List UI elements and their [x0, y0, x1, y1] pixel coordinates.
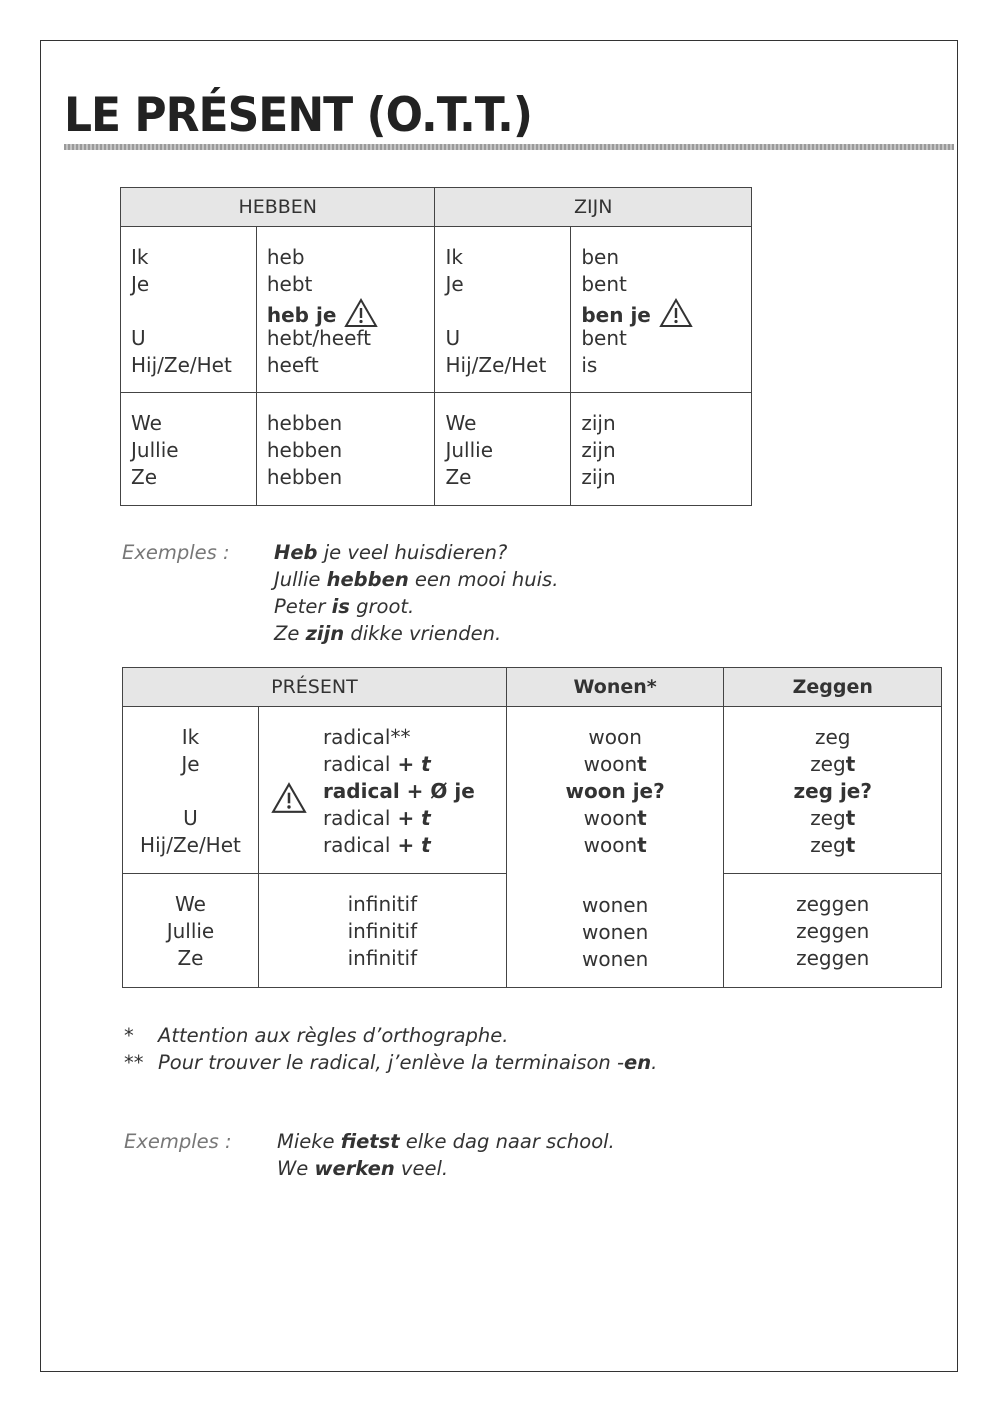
verb-form: zijn — [581, 438, 616, 462]
zijn-plural-pronouns — [435, 393, 570, 499]
verb-form-inverted: heb je — [267, 298, 425, 325]
hebben-plural-pronouns — [121, 393, 256, 499]
example-sentence: We werken veel. — [277, 1157, 449, 1180]
example-sentence: Peter is groot. — [274, 595, 415, 618]
verb-form-inverted: ben je — [581, 298, 741, 325]
pronoun: Hij/Ze/Het — [140, 833, 241, 857]
pronoun: We — [445, 411, 477, 435]
pronoun — [445, 298, 560, 325]
footnote: ** Pour trouver le radical, j’enlève la terminaison -en. — [124, 1051, 658, 1074]
verb-form: hebben — [266, 465, 343, 489]
hebben-zijn-table — [120, 187, 752, 506]
example-sentence: Mieke fietst elke dag naar school. — [277, 1130, 615, 1153]
verb-form: zijn — [581, 465, 616, 489]
pronoun: Ze — [177, 946, 204, 970]
pronoun: Jullie — [166, 919, 215, 943]
zeggen-form: zeggen — [796, 946, 870, 970]
wonen-form: woont — [583, 833, 647, 857]
verb-form: hebben — [266, 411, 343, 435]
wonen-form: wonen — [582, 893, 649, 917]
pronoun: Je — [131, 272, 150, 296]
verb-form: hebben — [266, 438, 343, 462]
pronoun: Je — [181, 752, 200, 776]
zijn-singular-pronouns — [435, 227, 570, 387]
verb-form: hebt — [266, 272, 313, 296]
hebben-singular-pronouns — [121, 227, 256, 387]
footnote: * Attention aux règles d’orthographe. — [124, 1024, 509, 1047]
examples-label: Exemples : — [124, 1130, 232, 1153]
zeggen-plural-forms — [724, 874, 941, 980]
title-underline — [64, 144, 954, 150]
hebben-plural-forms — [257, 393, 435, 499]
zeggen-form: zegt — [810, 833, 856, 857]
zeggen-form: zeg — [814, 725, 851, 749]
rule-singular — [259, 707, 506, 867]
header-present: PRÉSENT — [123, 668, 507, 707]
wonen-form: woont — [583, 806, 647, 830]
example-sentence: Heb je veel huisdieren? — [274, 541, 508, 564]
rule-line: infinitif — [347, 919, 418, 943]
zijn-plural-forms — [571, 393, 751, 499]
header-zeggen: Zeggen — [724, 668, 942, 707]
zeggen-form-inverted: zeg je? — [793, 779, 872, 803]
pronoun: Jullie — [131, 438, 179, 462]
zeggen-form: zeggen — [796, 919, 870, 943]
wonen-form: wonen — [582, 947, 649, 971]
verb-form: zijn — [581, 411, 616, 435]
verb-form: heeft — [266, 353, 319, 377]
zeggen-form: zegt — [810, 806, 856, 830]
pronoun: We — [175, 892, 206, 916]
verb-form: bent — [581, 326, 627, 350]
hebben-singular-forms — [257, 227, 435, 387]
pronoun: Hij/Ze/Het — [445, 353, 547, 377]
pronoun: We — [131, 411, 162, 435]
pronoun: Ze — [131, 465, 158, 489]
verb-form: ben — [581, 245, 620, 269]
rule-line: infinitif — [347, 892, 418, 916]
pronoun: U — [445, 326, 461, 350]
wonen-forms — [507, 707, 724, 981]
page-title: LE PRÉSENT (O.T.T.) — [64, 88, 532, 144]
pronoun: Hij/Ze/Het — [131, 353, 232, 377]
warning-icon — [271, 782, 307, 821]
rule-line: radical + t — [322, 752, 431, 776]
rule-line: radical + t — [322, 833, 431, 857]
rule-line: infinitif — [347, 946, 418, 970]
verb-form: hebt/heeft — [266, 326, 371, 350]
verb-form: bent — [581, 272, 627, 296]
verb-form: heb — [266, 245, 305, 269]
rule-line: radical + t — [322, 806, 431, 830]
present-plural-pronouns — [123, 874, 258, 980]
pronoun: U — [131, 326, 146, 350]
header-wonen: Wonen* — [506, 668, 724, 707]
rule-line: radical** — [322, 725, 411, 749]
zeggen-form: zeggen — [796, 892, 870, 916]
example-sentence: Ze zijn dikke vrienden. — [274, 622, 502, 645]
wonen-form: woon — [588, 725, 642, 749]
examples-list — [274, 539, 558, 647]
rule-plural — [259, 874, 506, 980]
pronoun: Ze — [445, 465, 472, 489]
pronoun: Ik — [131, 245, 149, 269]
present-singular-pronouns — [123, 707, 258, 867]
pronoun: U — [183, 806, 198, 830]
pronoun — [133, 778, 248, 805]
examples-label: Exemples : — [122, 541, 230, 564]
example-sentence: Jullie hebben een mooi huis. — [274, 568, 559, 591]
verb-form: is — [581, 353, 598, 377]
header-zijn: ZIJN — [435, 188, 752, 227]
wonen-form: woont — [583, 752, 647, 776]
warning-icon — [659, 298, 693, 335]
zeggen-form: zegt — [810, 752, 856, 776]
header-hebben: HEBBEN — [121, 188, 435, 227]
wonen-form: wonen — [582, 920, 649, 944]
pronoun: Ik — [181, 725, 200, 749]
examples-list — [277, 1128, 615, 1182]
pronoun: Ik — [445, 245, 463, 269]
pronoun: Je — [445, 272, 464, 296]
zijn-singular-forms — [571, 227, 751, 387]
present-rules-table — [122, 667, 942, 988]
pronoun — [131, 298, 246, 325]
zeggen-singular-forms — [724, 707, 941, 867]
rule-line-inverted: radical + Ø je — [322, 779, 475, 803]
wonen-form-inverted: woon je? — [565, 779, 665, 803]
pronoun: Jullie — [445, 438, 494, 462]
footnotes — [124, 1022, 657, 1076]
